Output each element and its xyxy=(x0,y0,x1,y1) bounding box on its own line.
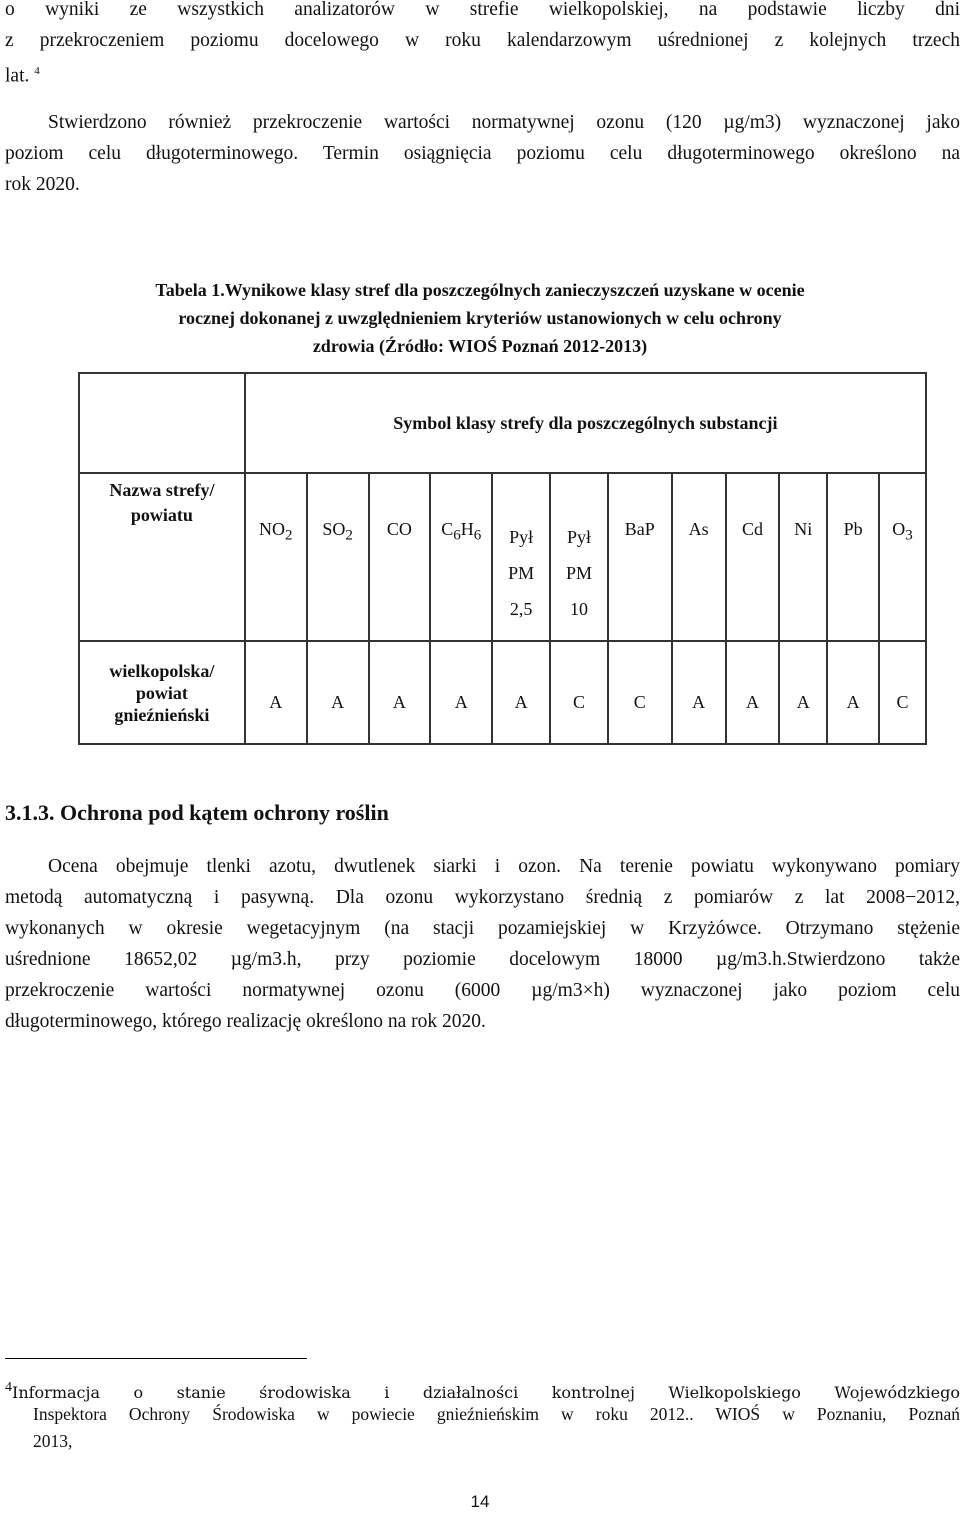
para2-line1: Stwierdzono również przekroczenie wartości normatywnej ozonu (120 µg/m3) wyznaczonej jako xyxy=(48,112,960,133)
para2-line2: poziom celu długoterminowego. Termin osiągnięcia poziomu celu długoterminowego określono na xyxy=(5,143,960,164)
footnote-line2: Inspektora Ochrony Środowiska w powiecie gnieźnieńskim w roku 2012.. WIOŚ w Poznaniu, Poznań xyxy=(33,1404,960,1424)
value-as: A xyxy=(672,641,726,744)
table-name-header: Nazwa strefy/ powiatu xyxy=(79,473,245,641)
substance-co: CO xyxy=(369,473,431,641)
substance-pm10: Pył PM 10 xyxy=(550,473,608,641)
table-caption-line2: rocznej dokonanej z uwzględnieniem kryteriów ustanowionych w celu ochrony xyxy=(178,308,782,328)
section-heading: 3.1.3. Ochrona pod kątem ochrony roślin xyxy=(5,800,389,825)
substance-no2: $NO_2$ xyxy=(245,473,307,641)
para3-line1: Ocena obejmuje tlenki azotu, dwutlenek siarki i ozon. Na terenie powiatu wykonywano pomiary xyxy=(48,856,960,877)
value-c6h6: A xyxy=(430,641,492,744)
substance-cd: Cd xyxy=(726,473,780,641)
substance-o3: $O_3$ xyxy=(879,473,926,641)
value-ni: A xyxy=(779,641,827,744)
footnote-divider xyxy=(5,1358,307,1359)
footnote-ref: 4 xyxy=(34,65,40,77)
para1-line2: z przekroczeniem poziomu docelowego w roku kalendarzowym uśrednionej z kolejnych trzech xyxy=(5,30,960,51)
value-co: A xyxy=(369,641,431,744)
para2-line3: rok 2020. xyxy=(5,174,80,195)
value-cd: A xyxy=(726,641,780,744)
para1-line3: lat. $^4$ xyxy=(5,65,40,87)
value-no2: A xyxy=(245,641,307,744)
substance-c6h6: $C_6H_6$ xyxy=(430,473,492,641)
value-o3: C xyxy=(879,641,926,744)
para3-line2: metodą automatyczną i pasywną. Dla ozonu wykorzystano średnią z pomiarów z lat 2008−2012, xyxy=(5,887,960,908)
para3-line3: wykonanych w okresie wegetacyjnym (na stacji pozamiejskiej w Krzyżówce. Otrzymano stężenie xyxy=(5,918,960,939)
para3-line5: przekroczenie wartości normatywnej ozonu (6000 µg/m3×h) wyznaczonej jako poziom celu xyxy=(5,980,960,1001)
table-caption-line1: Tabela 1.Wynikowe klasy stref dla poszczególnych zanieczyszczeń uzyskane w ocenie xyxy=(155,280,805,300)
substance-bap: BaP xyxy=(608,473,672,641)
page-number: 14 xyxy=(470,1492,490,1511)
substance-ni: Ni xyxy=(779,473,827,641)
table-caption-line3: zdrowia (Źródło: WIOŚ Poznań 2012-2013) xyxy=(312,336,648,356)
table-corner-cell xyxy=(79,373,245,473)
substance-pm25: Pył PM 2,5 xyxy=(492,473,550,641)
value-bap: C xyxy=(608,641,672,744)
value-pm10: C xyxy=(550,641,608,744)
para1-line1: o wyniki ze wszystkich analizatorów w strefie wielkopolskiej, na podstawie liczby dni xyxy=(5,0,960,20)
footnote-line1: $^4$Informacja o stanie środowiska i działalności kontrolnej Wielkopolskiego Wojewódzkiego xyxy=(5,1380,960,1402)
table-span-header: Symbol klasy strefy dla poszczególnych substancji xyxy=(245,373,926,473)
table-row-name: wielkopolska/ powiat gnieźnieński xyxy=(79,641,245,744)
value-pm25: A xyxy=(492,641,550,744)
para3-line6: długoterminowego, którego realizację określono na rok 2020. xyxy=(5,1011,486,1032)
substance-as: As xyxy=(672,473,726,641)
substance-so2: $SO_2$ xyxy=(307,473,369,641)
footnote-number: 4 xyxy=(5,1380,12,1395)
value-pb: A xyxy=(827,641,879,744)
footnote-line3: 2013, xyxy=(33,1431,73,1451)
zone-class-table xyxy=(78,372,927,745)
substance-pb: Pb xyxy=(827,473,879,641)
para3-line4: uśrednione 18652,02 µg/m3.h, przy poziomie docelowym 18000 µg/m3.h.Stwierdzono także xyxy=(5,949,960,970)
value-so2: A xyxy=(307,641,369,744)
